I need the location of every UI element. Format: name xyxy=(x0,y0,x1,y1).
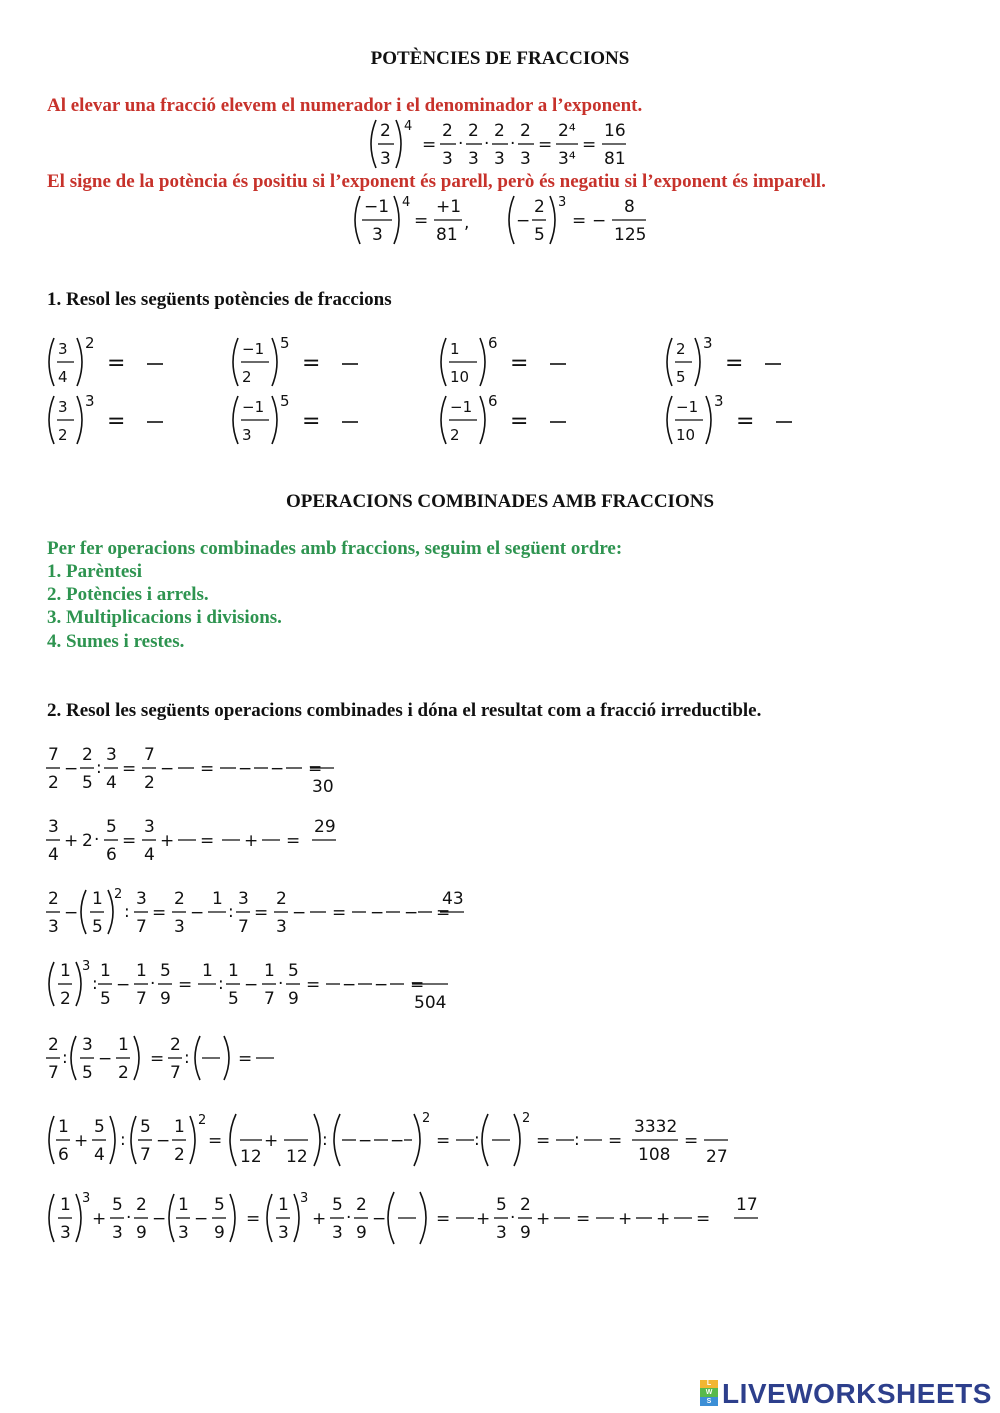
svg-text:−: − xyxy=(190,903,205,923)
order-step-3: 3. Multiplicacions i divisions. xyxy=(47,607,282,628)
svg-text:2: 2 xyxy=(380,121,391,141)
svg-text:5: 5 xyxy=(228,989,239,1009)
svg-text:16: 16 xyxy=(604,121,626,141)
order-intro: Per fer operacions combinades amb fraccions, seguim el següent ordre: xyxy=(47,538,623,559)
svg-text:−: − xyxy=(358,1131,373,1151)
svg-text:81: 81 xyxy=(436,225,458,245)
svg-text:+: + xyxy=(64,831,79,851)
svg-text:−: − xyxy=(160,759,175,779)
svg-text:·: · xyxy=(126,1208,132,1228)
svg-text:−: − xyxy=(374,975,389,995)
svg-text:−: − xyxy=(156,1131,171,1151)
svg-text:−: − xyxy=(270,759,285,779)
power-item xyxy=(49,334,163,386)
svg-text:−1: −1 xyxy=(676,398,699,416)
svg-text:2: 2 xyxy=(48,1035,59,1055)
svg-text:9: 9 xyxy=(356,1223,367,1243)
svg-text:9: 9 xyxy=(214,1223,225,1243)
svg-text:2: 2 xyxy=(242,368,252,386)
logo-text: LIVEWORKSHEETS xyxy=(722,1378,992,1409)
example-power-equation xyxy=(360,116,660,174)
svg-text:5: 5 xyxy=(676,368,686,386)
order-step-1: 1. Parèntesi xyxy=(47,561,142,582)
svg-text:5: 5 xyxy=(496,1195,507,1215)
svg-text:43: 43 xyxy=(442,889,464,909)
svg-text:5: 5 xyxy=(534,225,545,245)
svg-text:2: 2 xyxy=(198,1113,207,1128)
svg-text:2: 2 xyxy=(174,889,185,909)
svg-text:7: 7 xyxy=(170,1063,181,1083)
svg-text:2: 2 xyxy=(522,1111,531,1126)
svg-text:4: 4 xyxy=(58,368,68,386)
svg-text:3: 3 xyxy=(332,1223,343,1243)
logo-badge-icon: L W S xyxy=(700,1380,718,1406)
svg-text:=: = xyxy=(200,831,215,851)
svg-text:=: = xyxy=(608,1131,623,1151)
svg-text:3⁴: 3⁴ xyxy=(558,149,576,169)
svg-text::: : xyxy=(124,902,130,922)
svg-text:=: = xyxy=(246,1209,261,1229)
svg-text:+1: +1 xyxy=(436,197,462,217)
svg-text:5: 5 xyxy=(82,1063,93,1083)
exercise2-heading: 2. Resol les següents operacions combinades i dóna el resultat com a fracció irreductible. xyxy=(47,700,762,721)
svg-text:2: 2 xyxy=(114,887,123,902)
exercise2-row-2 xyxy=(40,812,360,872)
svg-text:5: 5 xyxy=(332,1195,343,1215)
svg-text:=: = xyxy=(122,759,137,779)
svg-text:5: 5 xyxy=(112,1195,123,1215)
exercise2-row-7 xyxy=(40,1188,770,1252)
svg-text:=: = xyxy=(538,135,553,155)
svg-text:5: 5 xyxy=(82,773,93,793)
power-item xyxy=(49,392,163,444)
svg-text:2: 2 xyxy=(356,1195,367,1215)
svg-text:·: · xyxy=(484,134,490,154)
svg-text:2: 2 xyxy=(118,1063,129,1083)
svg-text:−1: −1 xyxy=(450,398,473,416)
order-step-4: 4. Sumes i restes. xyxy=(47,631,185,652)
svg-text:=: = xyxy=(410,975,425,995)
svg-text:5: 5 xyxy=(94,1117,105,1137)
svg-text:−: − xyxy=(292,903,307,923)
svg-text:2⁴: 2⁴ xyxy=(558,121,576,141)
svg-text:=: = xyxy=(178,975,193,995)
svg-text:3: 3 xyxy=(468,149,479,169)
svg-text:2: 2 xyxy=(144,773,155,793)
svg-text:4: 4 xyxy=(402,195,411,210)
svg-text:3: 3 xyxy=(496,1223,507,1243)
svg-text:2: 2 xyxy=(60,989,71,1009)
svg-text:−: − xyxy=(390,1131,405,1151)
svg-text:4: 4 xyxy=(144,845,155,865)
exercise2-row-6 xyxy=(40,1110,740,1174)
svg-text:=: = xyxy=(436,903,451,923)
rule-sign-text: El signe de la potència és positiu si l’exponent és parell, però és negatiu si l’exponent és imparell. xyxy=(47,171,826,192)
svg-text::: : xyxy=(184,1048,190,1068)
svg-text:=: = xyxy=(254,903,269,923)
svg-text:3: 3 xyxy=(48,917,59,937)
svg-text:12: 12 xyxy=(240,1147,262,1167)
svg-text:+: + xyxy=(656,1209,671,1229)
svg-text:=: = xyxy=(306,975,321,995)
power-item xyxy=(667,392,792,444)
svg-text:=: = xyxy=(238,1049,253,1069)
svg-text:=: = xyxy=(576,1209,591,1229)
svg-text:2: 2 xyxy=(450,426,460,444)
svg-text:3: 3 xyxy=(276,917,287,937)
svg-text:+: + xyxy=(618,1209,633,1229)
svg-text:3: 3 xyxy=(136,889,147,909)
svg-text:2: 2 xyxy=(520,1195,531,1215)
svg-text:−: − xyxy=(342,975,357,995)
exercise1-heading: 1. Resol les següents potències de fraccions xyxy=(47,289,392,310)
svg-text:81: 81 xyxy=(604,149,626,169)
svg-text::: : xyxy=(574,1130,580,1150)
svg-text:2: 2 xyxy=(85,334,95,352)
svg-text:=: = xyxy=(696,1209,711,1229)
svg-text:=: = xyxy=(684,1131,699,1151)
svg-text:3332: 3332 xyxy=(634,1117,678,1137)
svg-text:3: 3 xyxy=(60,1223,71,1243)
exercise2-row-1 xyxy=(40,740,360,800)
svg-text:−: − xyxy=(516,211,531,231)
svg-text:1: 1 xyxy=(100,961,111,981)
svg-text:5: 5 xyxy=(280,334,290,352)
svg-text:8: 8 xyxy=(624,197,635,217)
svg-text:2: 2 xyxy=(48,773,59,793)
svg-text:+: + xyxy=(536,1209,551,1229)
svg-text:−1: −1 xyxy=(364,197,390,217)
exercise2-row-4 xyxy=(40,956,480,1016)
svg-text:12: 12 xyxy=(286,1147,308,1167)
svg-text:1: 1 xyxy=(202,961,213,981)
svg-text:3: 3 xyxy=(106,745,117,765)
svg-text:2: 2 xyxy=(520,121,531,141)
svg-text:9: 9 xyxy=(136,1223,147,1243)
svg-text:·: · xyxy=(94,830,100,850)
svg-text:−: − xyxy=(194,1209,209,1229)
svg-text:·: · xyxy=(458,134,464,154)
svg-text:−: − xyxy=(592,211,607,231)
svg-text:3: 3 xyxy=(494,149,505,169)
svg-text:3: 3 xyxy=(242,426,252,444)
svg-text:29: 29 xyxy=(314,817,336,837)
svg-text:9: 9 xyxy=(520,1223,531,1243)
svg-text:·: · xyxy=(278,974,284,994)
svg-text:5: 5 xyxy=(92,917,103,937)
svg-text:=: = xyxy=(725,351,744,376)
svg-text:30: 30 xyxy=(312,777,334,797)
svg-text:10: 10 xyxy=(450,368,470,386)
svg-text:5: 5 xyxy=(100,989,111,1009)
power-item xyxy=(667,334,781,386)
svg-text:=: = xyxy=(152,903,167,923)
svg-text:5: 5 xyxy=(280,392,290,410)
svg-text:3: 3 xyxy=(442,149,453,169)
svg-text:5: 5 xyxy=(288,961,299,981)
svg-text:+: + xyxy=(312,1209,327,1229)
svg-text:=: = xyxy=(308,759,323,779)
svg-text:3: 3 xyxy=(703,334,713,352)
svg-text::: : xyxy=(96,758,102,778)
rule-power-text: Al elevar una fracció elevem el numerador i el denominador a l’exponent. xyxy=(47,95,643,116)
svg-text:=: = xyxy=(572,211,587,231)
power-item xyxy=(233,334,358,386)
liveworksheets-logo xyxy=(700,1378,990,1410)
svg-text:1: 1 xyxy=(60,1195,71,1215)
svg-text:9: 9 xyxy=(288,989,299,1009)
svg-text:·: · xyxy=(510,134,516,154)
svg-text:3: 3 xyxy=(520,149,531,169)
svg-text:3: 3 xyxy=(85,392,95,410)
svg-text:1: 1 xyxy=(178,1195,189,1215)
order-step-2: 2. Potències i arrels. xyxy=(47,584,209,605)
svg-text:504: 504 xyxy=(414,993,447,1013)
svg-text:2: 2 xyxy=(534,197,545,217)
svg-text:2: 2 xyxy=(136,1195,147,1215)
svg-text:3: 3 xyxy=(82,1035,93,1055)
svg-text:3: 3 xyxy=(558,195,567,210)
svg-text:−1: −1 xyxy=(242,398,265,416)
svg-text:1: 1 xyxy=(450,340,460,358)
svg-text:2: 2 xyxy=(58,426,68,444)
svg-text:2: 2 xyxy=(676,340,686,358)
svg-text:2: 2 xyxy=(494,121,505,141)
svg-text:5: 5 xyxy=(214,1195,225,1215)
svg-text:3: 3 xyxy=(58,398,68,416)
svg-text:3: 3 xyxy=(174,917,185,937)
svg-text::: : xyxy=(218,974,224,994)
svg-text:=: = xyxy=(302,351,321,376)
svg-text:−: − xyxy=(244,975,259,995)
svg-text:3: 3 xyxy=(238,889,249,909)
svg-text:6: 6 xyxy=(58,1145,69,1165)
svg-text:=: = xyxy=(122,831,137,851)
svg-text:3: 3 xyxy=(82,959,91,974)
exercise2-row-5 xyxy=(40,1030,300,1090)
svg-text:+: + xyxy=(476,1209,491,1229)
svg-text::: : xyxy=(322,1130,328,1150)
svg-text:5: 5 xyxy=(140,1117,151,1137)
svg-text:−: − xyxy=(404,903,419,923)
svg-text:3: 3 xyxy=(82,1191,91,1206)
svg-text:2: 2 xyxy=(442,121,453,141)
svg-text:+: + xyxy=(264,1131,279,1151)
svg-text:7: 7 xyxy=(48,1063,59,1083)
svg-text:1: 1 xyxy=(278,1195,289,1215)
svg-text:,: , xyxy=(464,213,470,233)
svg-text:−: − xyxy=(64,759,79,779)
svg-text:1: 1 xyxy=(212,889,223,909)
svg-text:=: = xyxy=(436,1209,451,1229)
svg-text::: : xyxy=(120,1130,126,1150)
power-item xyxy=(233,392,358,444)
svg-text:+: + xyxy=(160,831,175,851)
svg-text:3: 3 xyxy=(178,1223,189,1243)
svg-text:7: 7 xyxy=(238,917,249,937)
svg-text:7: 7 xyxy=(144,745,155,765)
svg-text:2: 2 xyxy=(174,1145,185,1165)
svg-text:−: − xyxy=(238,759,253,779)
svg-text:=: = xyxy=(302,409,321,434)
svg-text:=: = xyxy=(414,211,429,231)
svg-text:=: = xyxy=(332,903,347,923)
svg-text:=: = xyxy=(536,1131,551,1151)
svg-text:1: 1 xyxy=(58,1117,69,1137)
svg-text:−1: −1 xyxy=(242,340,265,358)
page-title: POTÈNCIES DE FRACCIONS xyxy=(370,48,630,69)
svg-text:2: 2 xyxy=(82,745,93,765)
svg-text:3: 3 xyxy=(144,817,155,837)
svg-text:4: 4 xyxy=(94,1145,105,1165)
svg-text:27: 27 xyxy=(706,1147,728,1167)
svg-text:3: 3 xyxy=(372,225,383,245)
svg-text:7: 7 xyxy=(264,989,275,1009)
svg-text:108: 108 xyxy=(638,1145,671,1165)
svg-text:·: · xyxy=(510,1208,516,1228)
svg-text:=: = xyxy=(150,1049,165,1069)
svg-text:3: 3 xyxy=(58,340,68,358)
svg-text:=: = xyxy=(422,135,437,155)
svg-text:=: = xyxy=(510,409,529,434)
svg-text:=: = xyxy=(107,409,126,434)
svg-text::: : xyxy=(92,974,98,994)
svg-text:3: 3 xyxy=(278,1223,289,1243)
svg-text::: : xyxy=(474,1130,480,1150)
svg-text:2: 2 xyxy=(82,831,93,851)
svg-text:−: − xyxy=(152,1209,167,1229)
svg-text:125: 125 xyxy=(614,225,647,245)
svg-text:2: 2 xyxy=(48,889,59,909)
exercise1-grid xyxy=(40,334,820,454)
svg-text:=: = xyxy=(107,351,126,376)
example-sign-equations xyxy=(350,192,660,250)
svg-text:=: = xyxy=(436,1131,451,1151)
svg-text:1: 1 xyxy=(60,961,71,981)
svg-text::: : xyxy=(62,1048,68,1068)
svg-text:6: 6 xyxy=(106,845,117,865)
svg-text:7: 7 xyxy=(136,917,147,937)
svg-text:7: 7 xyxy=(140,1145,151,1165)
svg-text:=: = xyxy=(286,831,301,851)
svg-text:−: − xyxy=(370,903,385,923)
svg-text:=: = xyxy=(736,409,755,434)
svg-text:4: 4 xyxy=(106,773,117,793)
svg-text:1: 1 xyxy=(136,961,147,981)
power-item xyxy=(441,392,566,444)
svg-text:17: 17 xyxy=(736,1195,758,1215)
svg-text:1: 1 xyxy=(92,889,103,909)
svg-text:4: 4 xyxy=(404,119,413,134)
svg-text:7: 7 xyxy=(136,989,147,1009)
svg-text:·: · xyxy=(346,1208,352,1228)
svg-text:1: 1 xyxy=(228,961,239,981)
svg-text:−: − xyxy=(98,1049,113,1069)
svg-text:3: 3 xyxy=(300,1191,309,1206)
svg-text:6: 6 xyxy=(488,392,498,410)
svg-text:3: 3 xyxy=(714,392,724,410)
svg-text:1: 1 xyxy=(264,961,275,981)
svg-text:5: 5 xyxy=(106,817,117,837)
svg-text:−: − xyxy=(116,975,131,995)
svg-text::: : xyxy=(228,902,234,922)
svg-text:1: 1 xyxy=(118,1035,129,1055)
svg-text:2: 2 xyxy=(276,889,287,909)
svg-text:3: 3 xyxy=(112,1223,123,1243)
svg-text:−: − xyxy=(64,903,79,923)
svg-text:+: + xyxy=(244,831,259,851)
svg-text:·: · xyxy=(150,974,156,994)
exercise2-row-3 xyxy=(40,884,480,944)
svg-text:+: + xyxy=(74,1131,89,1151)
section2-title: OPERACIONS COMBINADES AMB FRACCIONS xyxy=(285,491,715,512)
svg-text:2: 2 xyxy=(170,1035,181,1055)
svg-text:=: = xyxy=(582,135,597,155)
svg-text:7: 7 xyxy=(48,745,59,765)
svg-text:2: 2 xyxy=(422,1111,431,1126)
svg-text:3: 3 xyxy=(48,817,59,837)
svg-text:9: 9 xyxy=(160,989,171,1009)
svg-text:10: 10 xyxy=(676,426,696,444)
svg-text:6: 6 xyxy=(488,334,498,352)
svg-text:=: = xyxy=(510,351,529,376)
svg-text:5: 5 xyxy=(160,961,171,981)
svg-text:4: 4 xyxy=(48,845,59,865)
svg-text:1: 1 xyxy=(174,1117,185,1137)
svg-text:3: 3 xyxy=(380,149,391,169)
svg-text:2: 2 xyxy=(468,121,479,141)
svg-text:−: − xyxy=(372,1209,387,1229)
svg-text:=: = xyxy=(200,759,215,779)
svg-text:+: + xyxy=(92,1209,107,1229)
svg-text:=: = xyxy=(208,1131,223,1151)
power-item xyxy=(441,334,566,386)
